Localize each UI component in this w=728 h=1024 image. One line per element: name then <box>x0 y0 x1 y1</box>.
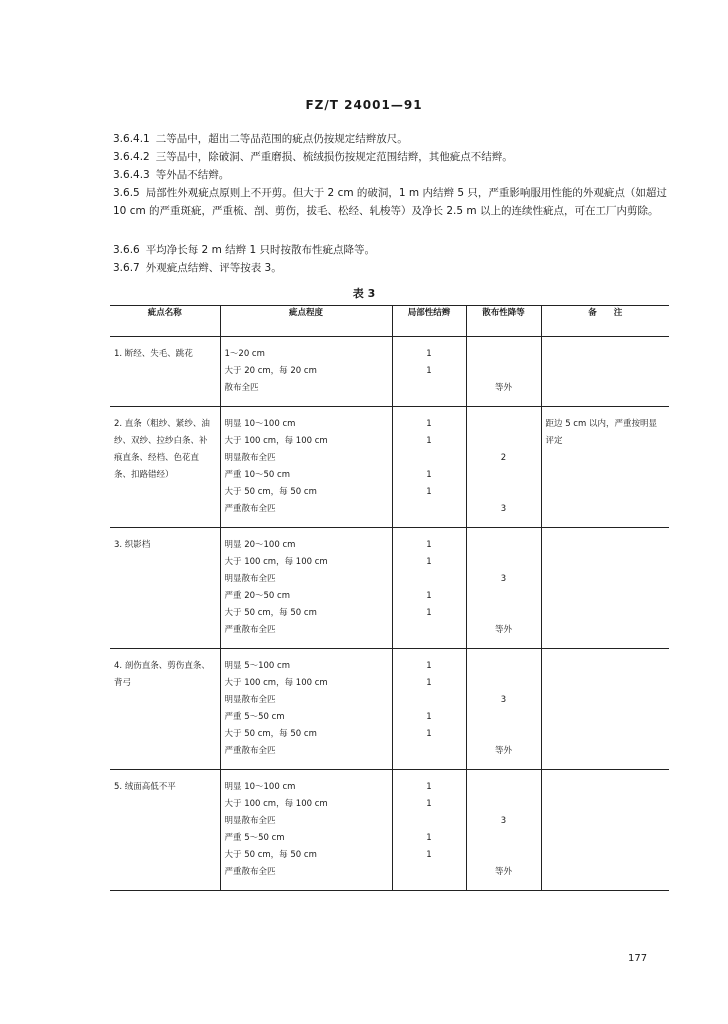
defect-degree-line: 严重散布全匹 <box>224 746 276 756</box>
local-knot-value <box>397 571 462 588</box>
defect-degree-line: 明显散布全匹 <box>224 574 276 584</box>
spread-downgrade-cell <box>466 528 541 649</box>
defect-degree-line: 明显 10～100 cm <box>224 782 296 792</box>
table-row <box>110 649 669 770</box>
defect-degree-line: 散布全匹 <box>224 383 259 393</box>
header-spread-downgrade: 散布性降等 <box>466 306 541 337</box>
clause-number: 3.6.6 <box>113 244 140 256</box>
spread-downgrade-value <box>471 346 537 363</box>
spread-downgrade-value: 3 <box>500 574 507 584</box>
spread-downgrade-value: 等外 <box>494 625 512 635</box>
local-knot-value: 1 <box>426 349 432 359</box>
defect-degree-line: 明显散布全匹 <box>224 453 276 463</box>
defect-degree-line: 明显 20～100 cm <box>224 540 296 550</box>
spread-downgrade-value <box>471 554 537 571</box>
paragraph-3-6-4-1 <box>113 130 673 148</box>
remark-cell <box>541 528 669 649</box>
spread-downgrade-value <box>471 467 537 484</box>
spread-downgrade-value <box>471 779 537 796</box>
defect-name-cell: 4. 剖伤直条、剪伤直条、背弓 <box>110 649 220 770</box>
clause-number: 3.6.5 <box>113 187 140 199</box>
paragraph-3-6-4-2 <box>113 148 673 166</box>
local-knot-value <box>397 864 462 881</box>
spread-downgrade-cell <box>466 649 541 770</box>
local-knot-value <box>397 692 462 709</box>
table-caption: 表 3 <box>352 287 376 300</box>
defect-degree-line: 明显散布全匹 <box>224 816 276 826</box>
local-knot-value: 1 <box>426 782 432 792</box>
defect-degree-line: 明显 10～100 cm <box>224 419 296 429</box>
defect-degree-line: 严重散布全匹 <box>224 504 276 514</box>
defect-degree-line: 大于 100 cm，每 100 cm <box>224 557 328 567</box>
local-knot-value <box>397 813 462 830</box>
defect-degree-line: 大于 50 cm，每 50 cm <box>224 850 317 860</box>
spread-downgrade-value <box>471 675 537 692</box>
spread-downgrade-value: 3 <box>500 816 507 826</box>
table-row <box>110 337 669 407</box>
local-knot-cell <box>392 649 466 770</box>
defect-name-cell: 2. 直条（粗纱、紧纱、油纱、双纱、拉纱白条、补痕直条、经档、色花直条、扣路错经） <box>110 407 220 528</box>
table-row <box>110 407 669 528</box>
defect-degree-line: 大于 50 cm，每 50 cm <box>224 608 317 618</box>
defect-degree-line: 1～20 cm <box>224 349 265 359</box>
local-knot-value: 1 <box>426 470 432 480</box>
remark-cell: 距边 5 cm 以内，严重按明显评定 <box>541 407 669 528</box>
defect-name-cell: 1. 断经、失毛、跳花 <box>110 337 220 407</box>
defect-degree-line: 严重散布全匹 <box>224 625 276 635</box>
clause-text: 外观疵点结辫、评等按表 3。 <box>145 262 282 274</box>
header-local-knot: 局部性结辫 <box>392 306 466 337</box>
page-number: 177 <box>628 953 648 964</box>
spread-downgrade-cell <box>466 770 541 891</box>
spread-downgrade-value <box>471 484 537 501</box>
clause-text: 平均净长每 2 m 结辫 1 只时按散布性疵点降等。 <box>145 244 375 256</box>
defect-degree-line: 大于 100 cm，每 100 cm <box>224 678 328 688</box>
table-body <box>110 337 669 891</box>
remark-cell <box>541 649 669 770</box>
clause-number: 3.6.4.3 <box>113 169 150 181</box>
defect-degree-line: 大于 50 cm，每 50 cm <box>224 729 317 739</box>
defect-table <box>110 305 669 891</box>
defect-degree-line: 大于 100 cm，每 100 cm <box>224 799 328 809</box>
paragraph-3-6-7 <box>113 259 673 277</box>
defect-degree-line: 严重散布全匹 <box>224 867 276 877</box>
local-knot-value <box>397 380 462 397</box>
defect-degree-line: 明显散布全匹 <box>224 695 276 705</box>
spread-downgrade-value <box>471 847 537 864</box>
spread-downgrade-value: 等外 <box>494 867 512 877</box>
spread-downgrade-value: 3 <box>500 504 507 514</box>
local-knot-value: 1 <box>426 678 432 688</box>
spread-downgrade-value <box>471 830 537 847</box>
local-knot-value <box>397 622 462 639</box>
spread-downgrade-value: 等外 <box>494 746 512 756</box>
local-knot-value: 1 <box>426 557 432 567</box>
local-knot-value: 1 <box>426 540 432 550</box>
local-knot-value: 1 <box>426 419 432 429</box>
local-knot-value: 1 <box>426 850 432 860</box>
local-knot-cell <box>392 407 466 528</box>
spread-downgrade-cell <box>466 407 541 528</box>
local-knot-cell <box>392 770 466 891</box>
defect-degree-cell <box>220 649 392 770</box>
table-header-row <box>110 306 669 337</box>
defect-degree-line: 严重 20～50 cm <box>224 591 290 601</box>
spread-downgrade-value: 等外 <box>494 383 512 393</box>
local-knot-value <box>397 501 462 518</box>
defect-name-cell: 5. 绒面高低不平 <box>110 770 220 891</box>
spread-downgrade-value <box>471 796 537 813</box>
spread-downgrade-value <box>471 605 537 622</box>
local-knot-value: 1 <box>426 591 432 601</box>
spread-downgrade-value: 3 <box>500 695 507 705</box>
document-header: FZ/T 24001—91 <box>305 98 423 112</box>
defect-degree-cell <box>220 407 392 528</box>
header-remark: 备 注 <box>541 306 669 337</box>
local-knot-cell <box>392 528 466 649</box>
defect-degree-cell <box>220 770 392 891</box>
spread-downgrade-value <box>471 588 537 605</box>
spread-downgrade-value <box>471 363 537 380</box>
spread-downgrade-value <box>471 726 537 743</box>
spread-downgrade-value <box>471 658 537 675</box>
paragraph-3-6-6 <box>113 241 673 259</box>
defect-degree-line: 大于 20 cm，每 20 cm <box>224 366 317 376</box>
local-knot-value: 1 <box>426 366 432 376</box>
paragraph-3-6-5 <box>113 184 673 220</box>
table-row <box>110 528 669 649</box>
local-knot-value: 1 <box>426 436 432 446</box>
spread-downgrade-cell <box>466 337 541 407</box>
header-defect-name: 疵点名称 <box>110 306 220 337</box>
paragraph-3-6-4-3 <box>113 166 673 184</box>
local-knot-cell <box>392 337 466 407</box>
clause-text: 二等品中，超出二等品范围的疵点仍按规定结辫放尺。 <box>155 133 408 145</box>
header-defect-degree: 疵点程度 <box>220 306 392 337</box>
clause-number: 3.6.7 <box>113 262 140 274</box>
spread-downgrade-value <box>471 416 537 433</box>
defect-degree-line: 严重 5～50 cm <box>224 833 285 843</box>
defect-degree-line: 严重 5～50 cm <box>224 712 285 722</box>
local-knot-value: 1 <box>426 661 432 671</box>
remark-cell <box>541 337 669 407</box>
defect-degree-line: 明显 5～100 cm <box>224 661 290 671</box>
clause-text: 等外品不结辫。 <box>155 169 230 181</box>
local-knot-value: 1 <box>426 833 432 843</box>
defect-degree-line: 严重 10～50 cm <box>224 470 290 480</box>
defect-name-cell: 3. 织影档 <box>110 528 220 649</box>
local-knot-value: 1 <box>426 712 432 722</box>
spread-downgrade-value <box>471 709 537 726</box>
defect-degree-line: 大于 100 cm，每 100 cm <box>224 436 328 446</box>
clause-number: 3.6.4.1 <box>113 133 150 145</box>
local-knot-value <box>397 743 462 760</box>
local-knot-value: 1 <box>426 487 432 497</box>
local-knot-value <box>397 450 462 467</box>
defect-degree-cell <box>220 528 392 649</box>
table-row <box>110 770 669 891</box>
local-knot-value: 1 <box>426 608 432 618</box>
local-knot-value: 1 <box>426 729 432 739</box>
local-knot-value: 1 <box>426 799 432 809</box>
clause-text: 三等品中，除破洞、严重磨损、梳绒损伤按规定范围结辫，其他疵点不结辫。 <box>155 151 513 163</box>
remark-cell <box>541 770 669 891</box>
clause-text: 局部性外观疵点原则上不开剪。但大于 2 cm 的破洞，1 m 内结辫 5 只，严重影响服用性能的外观疵点（如超过 10 cm 的严重斑疵，严重梳、剖、剪伤，拔毛、松经、轧梭等）及净长 2.5 m 以上的连续性疵点，可在工厂内剪除。 <box>113 187 667 217</box>
defect-degree-cell <box>220 337 392 407</box>
spread-downgrade-value <box>471 537 537 554</box>
spread-downgrade-value: 2 <box>500 453 507 463</box>
defect-degree-line: 大于 50 cm，每 50 cm <box>224 487 317 497</box>
spread-downgrade-value <box>471 433 537 450</box>
clause-number: 3.6.4.2 <box>113 151 150 163</box>
